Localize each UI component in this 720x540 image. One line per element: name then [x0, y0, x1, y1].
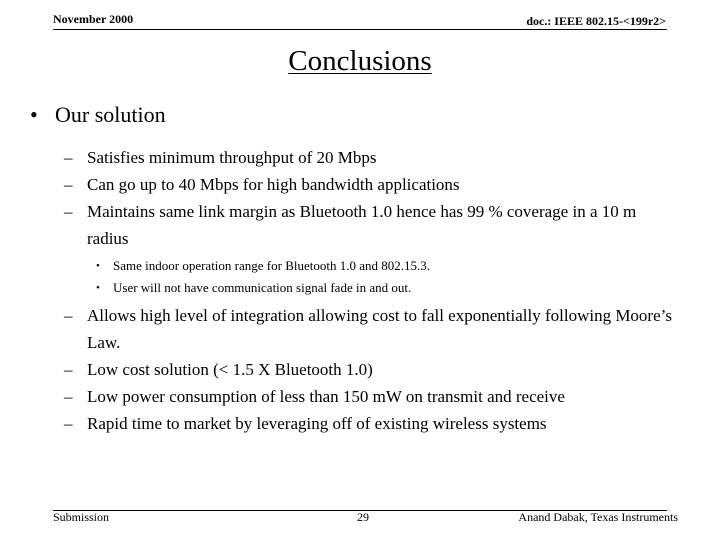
sub-bullet-item — [0, 255, 720, 277]
dash-marker: – — [64, 202, 73, 221]
dash-marker: – — [64, 360, 73, 379]
sub-bullet-text: Same indoor operation range for Bluetooth 1.0 and 802.15.3. — [113, 258, 430, 273]
bullet-item — [0, 171, 720, 198]
bullet-text: Low cost solution (< 1.5 X Bluetooth 1.0) — [87, 360, 373, 379]
bullet-item — [0, 356, 720, 383]
slide-title-text: Conclusions — [288, 45, 432, 77]
bullet-item — [0, 198, 720, 252]
bullet-text: Allows high level of integration allowing cost to fall exponentially following Moore’s Law. — [87, 306, 672, 352]
dash-marker: – — [64, 148, 73, 167]
bullet-item — [0, 144, 720, 171]
footer-author: Anand Dabak, Texas Instruments — [518, 510, 678, 524]
bullet-text: Can go up to 40 Mbps for high bandwidth applications — [87, 175, 460, 194]
dash-marker: – — [64, 175, 73, 194]
header-doc-id: doc.: IEEE 802.15-<199r2> — [526, 14, 666, 28]
bullet-text: Satisfies minimum throughput of 20 Mbps — [87, 148, 377, 167]
bullet-level1 — [0, 100, 720, 130]
bullet-text: Maintains same link margin as Bluetooth 1.0 hence has 99 % coverage in a 10 m radius — [87, 202, 637, 248]
bullet-text: Our solution — [55, 102, 166, 127]
slide-title — [0, 44, 720, 78]
dash-marker: – — [64, 306, 73, 325]
footer-submission: Submission — [53, 510, 110, 524]
sub-bullet-item — [0, 277, 720, 299]
bullet-item — [0, 302, 720, 356]
bullet-item — [0, 410, 720, 437]
bullet-text: Rapid time to market by leveraging off of existing wireless systems — [87, 414, 547, 433]
slide-body — [0, 100, 720, 437]
footer-page-number: 29 — [357, 510, 369, 524]
bullet-marker: • — [96, 282, 100, 294]
dash-marker: – — [64, 387, 73, 406]
header-date: November 2000 — [53, 12, 134, 26]
sub-bullet-text: User will not have communication signal fade in and out. — [113, 280, 412, 295]
bullet-marker: • — [96, 260, 100, 272]
header-rule — [53, 29, 667, 30]
bullet-item — [0, 383, 720, 410]
bullet-marker: • — [30, 102, 38, 127]
dash-marker: – — [64, 414, 73, 433]
bullet-text: Low power consumption of less than 150 mW on transmit and receive — [87, 387, 565, 406]
